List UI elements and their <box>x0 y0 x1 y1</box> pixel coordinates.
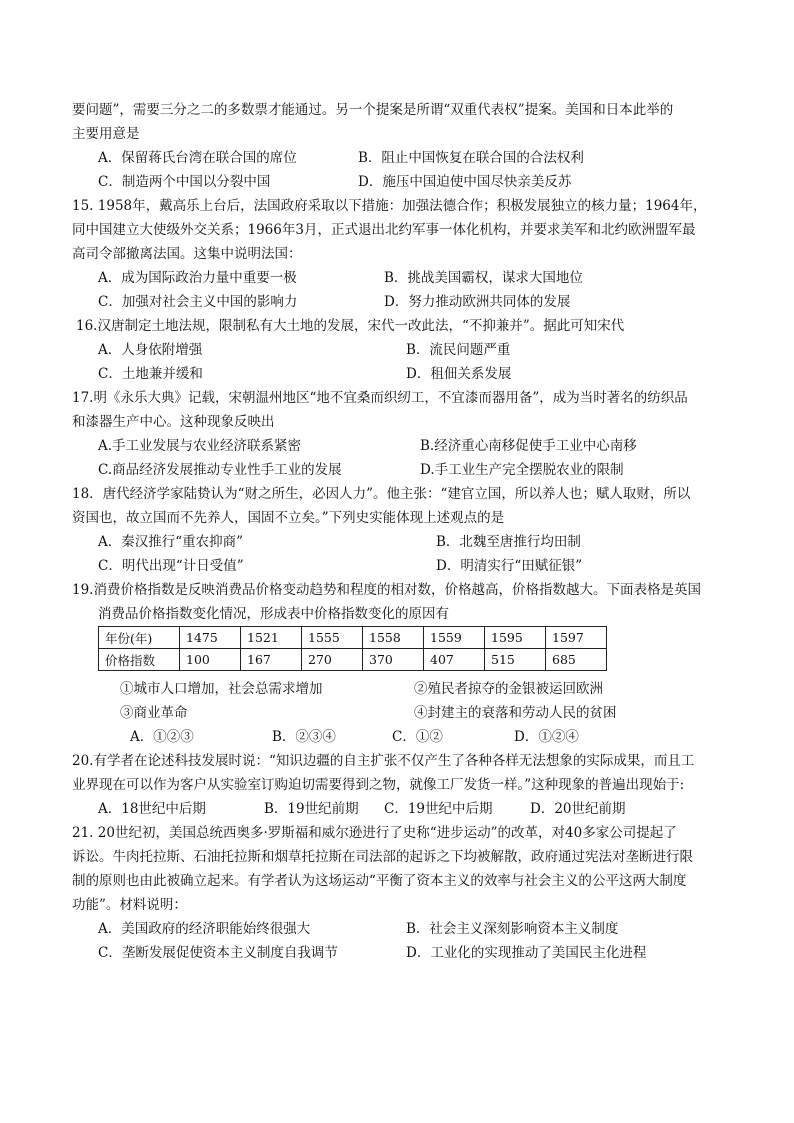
q15-option-b[interactable]: B．挑战美国霸权，谋求大国地位 <box>384 270 583 286</box>
q18-stem-line-2: 资国也，故立国而不先养人，国固不立矣。”下列史实能体现上述观点的是 <box>72 510 505 526</box>
q19-item-4: ④封建主的衰落和劳动人民的贫困 <box>414 705 617 721</box>
q15-stem-line-1: 15. 1958年，戴高乐上台后，法国政府采取以下措施：加强法德合作；积极发展独立的核力量；1964年， <box>72 198 707 214</box>
q20-option-d[interactable]: D．20世纪前期 <box>530 801 626 817</box>
q19-option-b[interactable]: B．②③④ <box>272 729 336 745</box>
q14-option-b[interactable]: B．阻止中国恢复在联合国的合法权利 <box>358 150 584 166</box>
q16-option-b[interactable]: B．流民问题严重 <box>406 342 511 358</box>
q15-option-c[interactable]: C．加强对社会主义中国的影响力 <box>98 294 298 310</box>
q19-stem-line-2: 消费品价格指数变化情况，形成表中价格指数变化的原因有 <box>98 606 449 622</box>
q14-option-d[interactable]: D．施压中国迫使中国尽快亲美反苏 <box>358 174 572 190</box>
q18-option-d[interactable]: D．明清实行“田赋征银” <box>436 558 583 574</box>
table-row-index <box>99 649 607 671</box>
q16-option-a[interactable]: A．人身依附增强 <box>98 342 203 358</box>
table-cell-index: 515 <box>485 649 546 671</box>
q17-stem-line-1: 17.明《永乐大典》记载，宋朝温州地区“地不宜桑而织纫工，不宜漆而器用备”，成为当时著名的纺织品 <box>72 390 688 406</box>
q19-item-3: ③商业革命 <box>120 705 188 721</box>
table-cell-index: 167 <box>241 649 302 671</box>
q20-option-a[interactable]: A．18世纪中后期 <box>98 801 206 817</box>
q21-stem-line-4: 功能”。材料说明： <box>72 897 187 913</box>
q15-stem-line-3: 高司令部撤离法国。这集中说明法国： <box>72 246 302 262</box>
q21-option-d[interactable]: D．工业化的实现推动了美国民主化进程 <box>406 945 647 961</box>
q18-option-b[interactable]: B．北魏至唐推行均田制 <box>436 534 581 550</box>
table-cell-year: 1597 <box>546 627 607 649</box>
q21-stem-line-3: 制的原则也由此被确立起来。有学者认为这场运动“平衡了资本主义的效率与社会主义的公平这两大制度 <box>72 873 687 889</box>
q16-option-c[interactable]: C．土地兼并缓和 <box>98 366 203 382</box>
table-cell-index: 370 <box>363 649 424 671</box>
table-cell-year: 1475 <box>180 627 241 649</box>
q19-stem-line-1: 19.消费价格指数是反映消费品价格变动趋势和程度的相对数，价格越高，价格指数越大。下面表格是英国 <box>72 582 701 598</box>
q21-option-c[interactable]: C．垄断发展促使资本主义制度自我调节 <box>98 945 338 961</box>
table-cell-year: 1521 <box>241 627 302 649</box>
q18-option-a[interactable]: A．秦汉推行“重农抑商” <box>98 534 244 550</box>
q19-option-c[interactable]: C．①② <box>392 729 443 745</box>
q16-option-d[interactable]: D．租佃关系发展 <box>406 366 512 382</box>
price-index-table <box>98 626 607 671</box>
q14-option-a[interactable]: A．保留蒋氏台湾在联合国的席位 <box>98 150 297 166</box>
table-row-years <box>99 627 607 649</box>
q15-stem-line-2: 同中国建立大使级外交关系；1966年3月，正式退出北约军事一体化机构，并要求美军和北约欧洲盟军最 <box>72 222 696 238</box>
q19-item-1: ①城市人口增加，社会总需求增加 <box>120 681 323 697</box>
table-cell-year: 1555 <box>302 627 363 649</box>
q18-option-c[interactable]: C．明代出现“计日受值” <box>98 558 244 574</box>
q18-stem-line-1: 18．唐代经济学家陆贽认为“财之所生，必因人力”。他主张：“建官立国，所以养人也；赋人取财，所以 <box>72 486 691 502</box>
q20-option-b[interactable]: B．19世纪前期 <box>264 801 359 817</box>
q15-option-a[interactable]: A．成为国际政治力量中重要一极 <box>98 270 297 286</box>
q20-stem-line-1: 20.有学者在论述科技发展时说：“知识边疆的自主扩张不仅产生了各种各样无法想象的实际成果，而且工 <box>72 753 695 769</box>
table-header-year: 年份(年) <box>99 627 180 649</box>
table-cell-index: 270 <box>302 649 363 671</box>
q17-option-d[interactable]: D.手工业生产完全摆脱农业的限制 <box>420 462 624 478</box>
q14-option-c[interactable]: C．制造两个中国以分裂中国 <box>98 174 271 190</box>
q21-option-a[interactable]: A．美国政府的经济职能始终很强大 <box>98 921 311 937</box>
q14-stem-line-2: 主要用意是 <box>72 126 140 142</box>
q21-stem-line-2: 诉讼。牛肉托拉斯、石油托拉斯和烟草托拉斯在司法部的起诉之下均被解散，政府通过宪法对垄断进行限 <box>72 849 693 865</box>
q16-stem-line-1: 16.汉唐制定土地法规，限制私有大土地的发展，宋代一改此法，“不抑兼并”。据此可知宋代 <box>76 318 625 334</box>
q17-stem-line-2: 和漆器生产中心。这种现象反映出 <box>72 414 275 430</box>
q17-option-a[interactable]: A.手工业发展与农业经济联系紧密 <box>98 438 302 454</box>
q17-option-b[interactable]: B.经济重心南移促使手工业中心南移 <box>420 438 637 454</box>
table-cell-year: 1558 <box>363 627 424 649</box>
q20-option-c[interactable]: C．19世纪中后期 <box>384 801 493 817</box>
table-cell-year: 1559 <box>424 627 485 649</box>
q14-stem-line-1: 要问题”，需要三分之二的多数票才能通过。另一个提案是所谓“双重代表权”提案。美国和日本此举的 <box>72 102 674 118</box>
q19-option-a[interactable]: A．①②③ <box>130 729 194 745</box>
table-header-index: 价格指数 <box>99 649 180 671</box>
table-cell-year: 1595 <box>485 627 546 649</box>
table-cell-index: 100 <box>180 649 241 671</box>
table-cell-index: 407 <box>424 649 485 671</box>
q19-item-2: ②殖民者掠夺的金银被运回欧洲 <box>414 681 603 697</box>
table-cell-index: 685 <box>546 649 607 671</box>
q17-option-c[interactable]: C.商品经济发展推动专业性手工业的发展 <box>98 462 342 478</box>
q21-stem-line-1: 21. 20世纪初，美国总统西奥多·罗斯福和威尔逊进行了史称“进步运动”的改革，对40多家公司提起了 <box>72 825 677 841</box>
q19-option-d[interactable]: D．①②④ <box>514 729 579 745</box>
q20-stem-line-2: 业界现在可以作为客户从实验室订购迫切需要得到之物，就像工厂发货一样。”这种现象的普遍出现始于: <box>72 777 685 793</box>
q15-option-d[interactable]: D．努力推动欧洲共同体的发展 <box>384 294 571 310</box>
q21-option-b[interactable]: B．社会主义深刻影响资本主义制度 <box>406 921 619 937</box>
